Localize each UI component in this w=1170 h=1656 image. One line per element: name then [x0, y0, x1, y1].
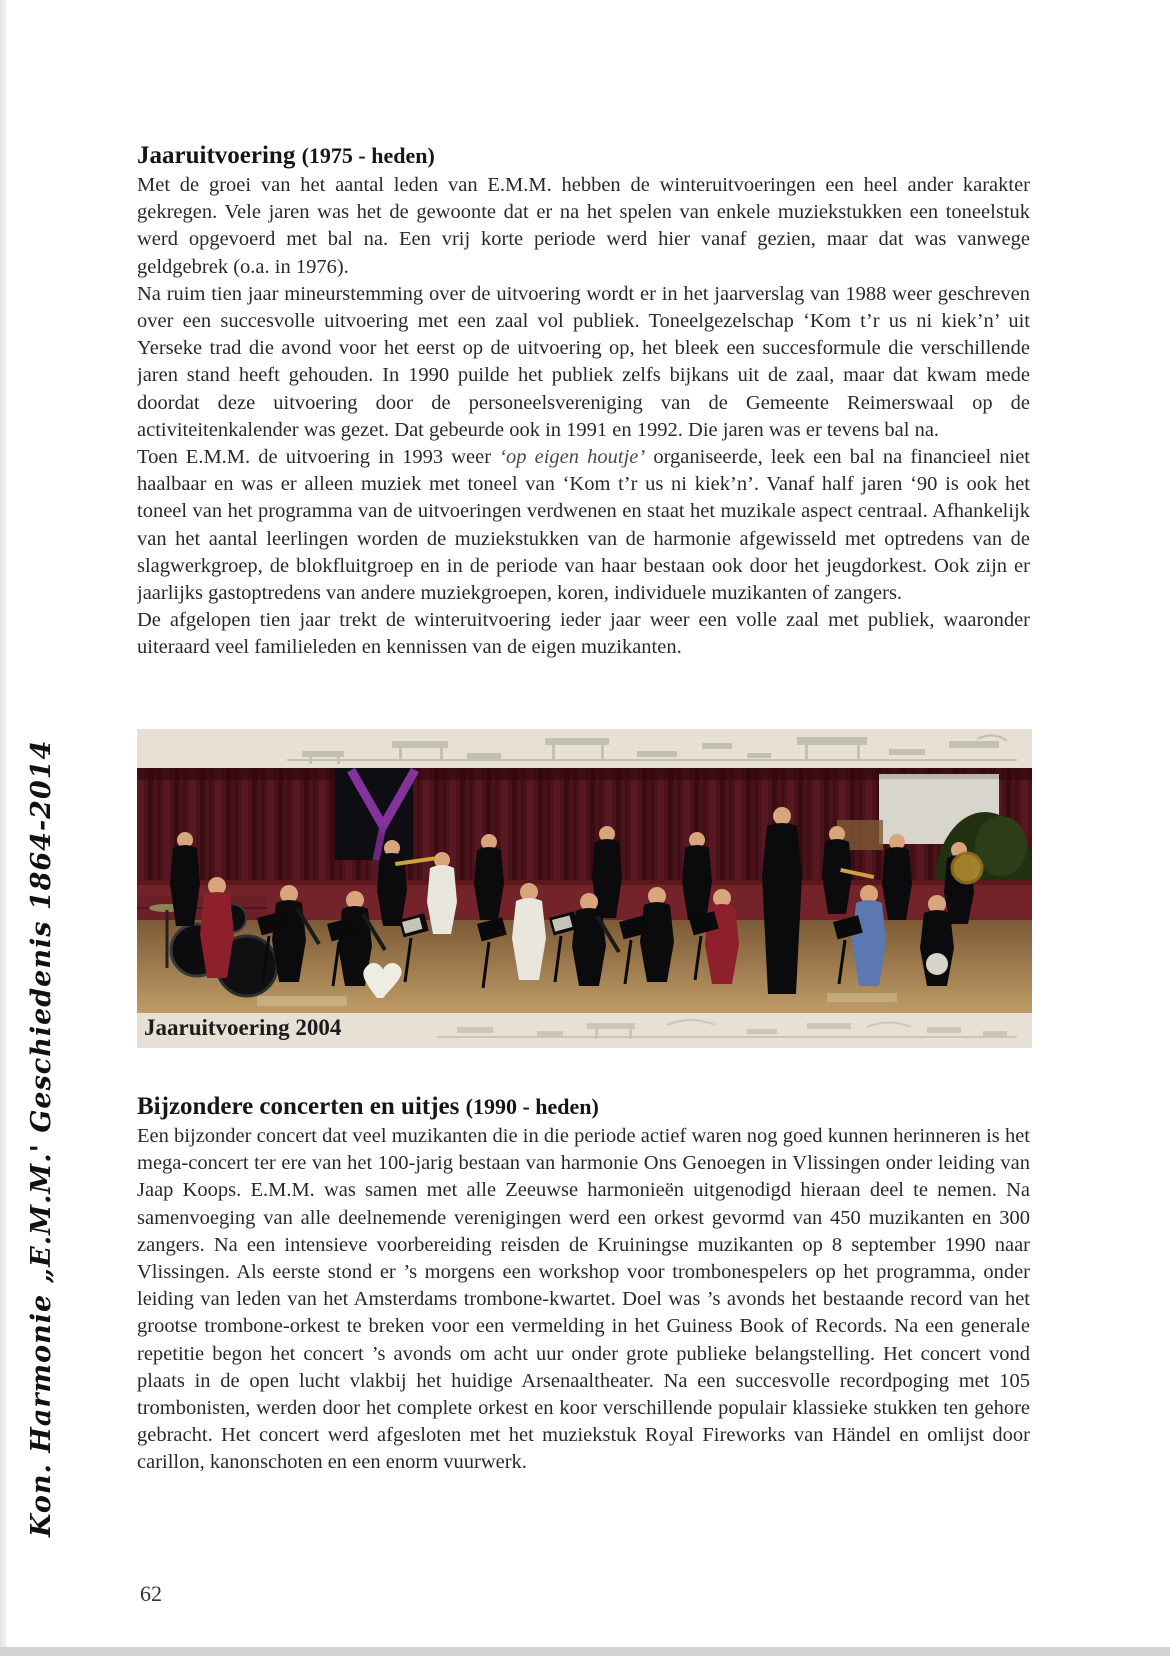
sheet-music-decoration	[137, 729, 1032, 768]
section-jaaruitvoering	[137, 140, 1030, 725]
scan-edge-bottom	[0, 1647, 1170, 1656]
section-bijzondere-concerten	[137, 1091, 1030, 1541]
spine-vertical-title: Kon. Harmonie „E.M.M.' Geschiedenis 1864-2014	[26, 739, 57, 1537]
figure-caption-text: Jaaruitvoering 2004	[144, 1015, 342, 1040]
concert-photo-illustration	[137, 768, 1032, 1013]
section2-heading-period: (1990 - heden)	[465, 1094, 599, 1119]
page-number: 62	[140, 1581, 162, 1606]
paragraph: De afgelopen tien jaar trekt de winteruitvoering ieder jaar weer een volle zaal met publiek, waaronder uiteraard veel familieleden en kennissen van de eigen muzikanten.	[137, 609, 1030, 659]
figure-jaaruitvoering-2004	[137, 729, 1032, 1048]
section1-heading	[137, 140, 1030, 171]
sheet-music-decoration	[427, 1013, 1027, 1048]
paragraph: Met de groei van het aantal leden van E.M.M. hebben de winteruitvoeringen een heel ander karakter gekregen. Vele jaren was het de gewoonte dat er na het spelen van enkele muziekstukken een toneelstuk werd opgevoerd met bal na. Een vrij korte periode werd hier vanaf gezien, maar dat was vanwege geldgebrek (o.a. in 1976).	[137, 174, 1030, 278]
paragraph-text: Toen E.M.M. de uitvoering in 1993 weer	[137, 446, 500, 469]
paragraph	[137, 444, 1030, 607]
section1-heading-title: Jaaruitvoering	[137, 142, 296, 169]
italic-phrase: ‘op eigen houtje’	[499, 446, 646, 469]
paragraph: Na ruim tien jaar mineurstemming over de uitvoering wordt er in het jaarverslag van 1988 weer geschreven over een succesvolle uitvoering met een zaal vol publiek. Toneelgezelschap ‘Kom t’r us ni kiek’n’ uit Yerseke trad die avond voor het eerst op de uitvoering op, het bleek een succesformule die verschillende jaren stand heeft gehouden. In 1990 puilde het publiek zelfs bijkans uit de zaal, maar dat kwam mede doordat deze uitvoering door de personeelsvereniging van de Gemeente Reimerswaal op de activiteitenkalender was gezet. Dat gebeurde ook in 1991 en 1992. Die jaren was er tevens bal na.	[137, 282, 1030, 441]
section1-heading-period: (1975 - heden)	[301, 143, 435, 168]
section2-heading	[137, 1091, 1030, 1122]
paragraph: Een bijzonder concert dat veel muzikanten die in die periode actief waren nog goed kunnen herinneren is het mega-concert ter ere van het 100-jarig bestaan van harmonie Ons Genoegen in Vlissingen onder leiding van Jaap Koops. E.M.M. was samen met alle Zeeuwse harmonieën uitgenodigd hieraan deel te nemen. Na samenvoeging van alle deelnemende verenigingen werd een orkest gevormd van 450 muzikanten en 300 zangers. Na een intensieve voorbereiding reisden de Kruiningse muzikanten op 8 september 1990 naar Vlissingen. Als eerste stond er ’s morgens een workshop voor trombonespelers op het programma, onder leiding van leden van het Amsterdams trombone-kwartet. Doel was ’s avonds het bestaande record van het grootse trombone-orkest te breken voor een vermelding in het Guiness Book of Records. Na een generale repetitie begon het concert ’s avonds om acht uur onder grote publieke belangstelling. Het concert vond plaats in de open lucht vlakbij het huidige Arsenaaltheater. Na een succesvolle recordpoging met 105 trombonisten, werden door het complete orkest en koor verschillende populair klassieke stukken ten gehore gebracht. Het concert werd afgesloten met het muziekstuk Royal Fireworks van Händel en omlijst door carillon, kanonschoten en een enorm vuurwerk.	[137, 1125, 1030, 1474]
paragraph-text: organiseerde, leek een bal na financieel niet haalbaar en was er alleen muziek met toneel van ‘Kom t’r us ni kiek’n’. Vanaf half jaren ‘90 is ook het toneel van het programma van de uitvoeringen verdwenen en staat het muzikale aspect centraal. Afhankelijk van het aantal leerlingen worden de muziekstukken van de harmonie afgewisseld met optredens van de slagwerkgroep, de blokfluitgroep en in de periode van haar bestaan ook door het jeugdorkest. Ook zijn er jaarlijks gastoptredens van andere muziekgroepen, koren, individuele muzikanten of zangers.	[137, 446, 1030, 605]
figure-caption	[137, 1013, 1032, 1048]
scan-edge-left	[0, 0, 7, 1656]
section2-heading-title: Bijzondere concerten en uitjes	[137, 1093, 460, 1120]
